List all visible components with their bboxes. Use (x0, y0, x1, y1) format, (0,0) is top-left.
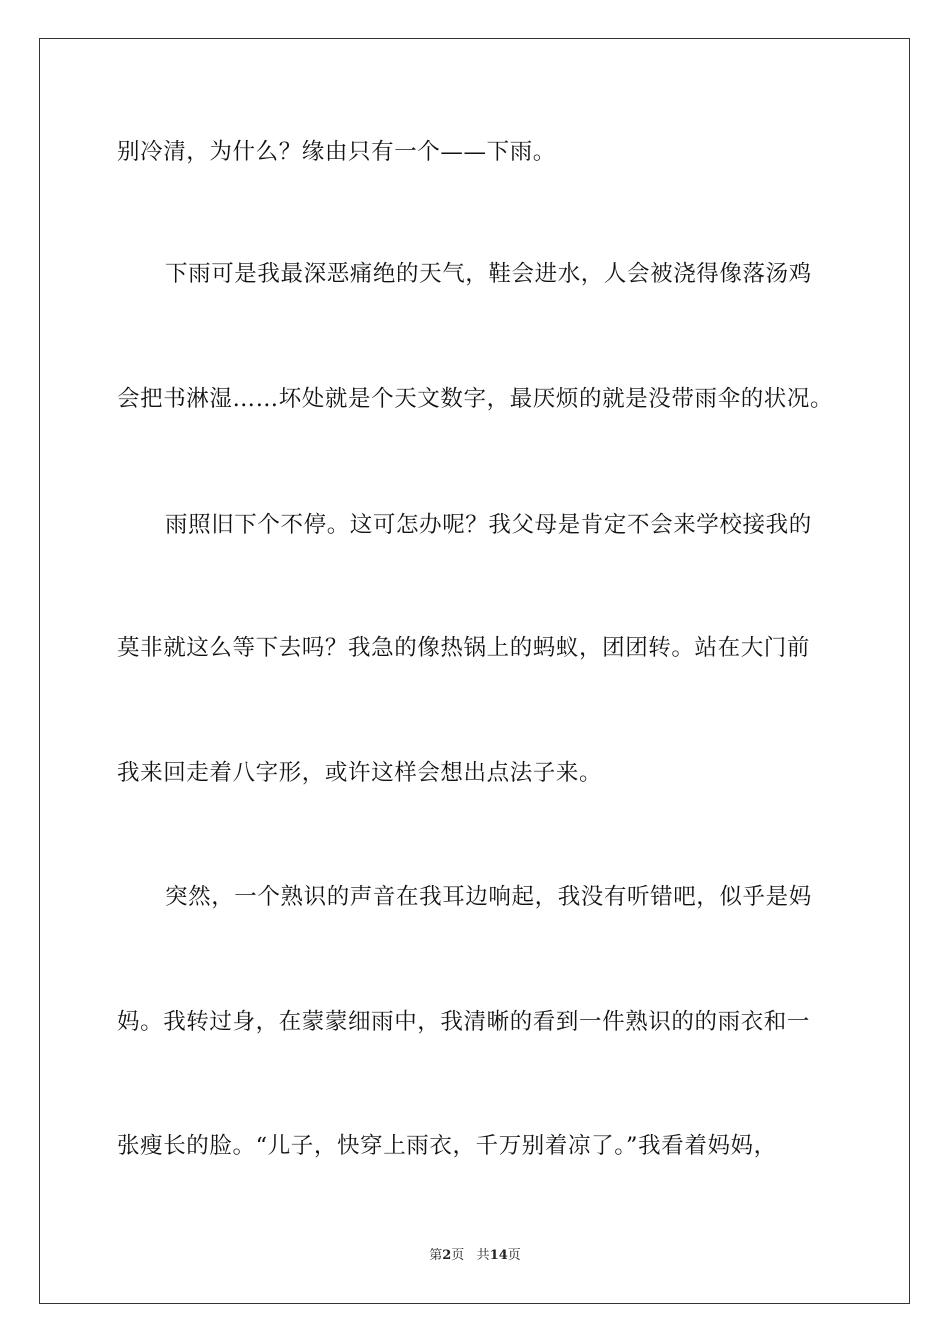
text-line-1: 别冷清，为什么？缘由只有一个——下雨。 (117, 139, 556, 165)
total-label-suffix: 页 (507, 1248, 521, 1263)
text-line-4: 雨照旧下个不停。这可怎办呢？我父母是肯定不会来学校接我的 (165, 512, 812, 538)
text-line-7: 突然，一个熟识的声音在我耳边响起，我没有听错吧，似乎是妈 (165, 884, 812, 910)
text-line-8: 妈。我转过身，在蒙蒙细雨中，我清晰的看到一件熟识的的雨衣和一 (117, 1009, 811, 1035)
text-line-3: 会把书淋湿……坏处就是个天文数字，最厌烦的就是没带雨伞的状况。 (117, 386, 834, 412)
text-line-2: 下雨可是我最深恶痛绝的天气，鞋会进水，人会被浇得像落汤鸡 (165, 261, 812, 287)
page-footer (0, 1248, 950, 1264)
text-line-6: 我来回走着八字形，或许这样会想出点法子来。 (117, 760, 603, 786)
page-label-suffix: 页 (451, 1248, 465, 1263)
page-label-prefix: 第 (429, 1248, 443, 1263)
page-number: 2 (442, 1248, 452, 1263)
total-label-prefix: 共 (476, 1248, 490, 1263)
text-line-5: 莫非就这么等下去吗？我急的像热锅上的蚂蚁，团团转。站在大门前 (117, 635, 811, 661)
text-line-9: 张瘦长的脸。“儿子，快穿上雨衣，千万别着凉了。”我看着妈妈， (117, 1133, 777, 1159)
total-pages: 14 (489, 1248, 508, 1263)
page-border (39, 38, 910, 1304)
